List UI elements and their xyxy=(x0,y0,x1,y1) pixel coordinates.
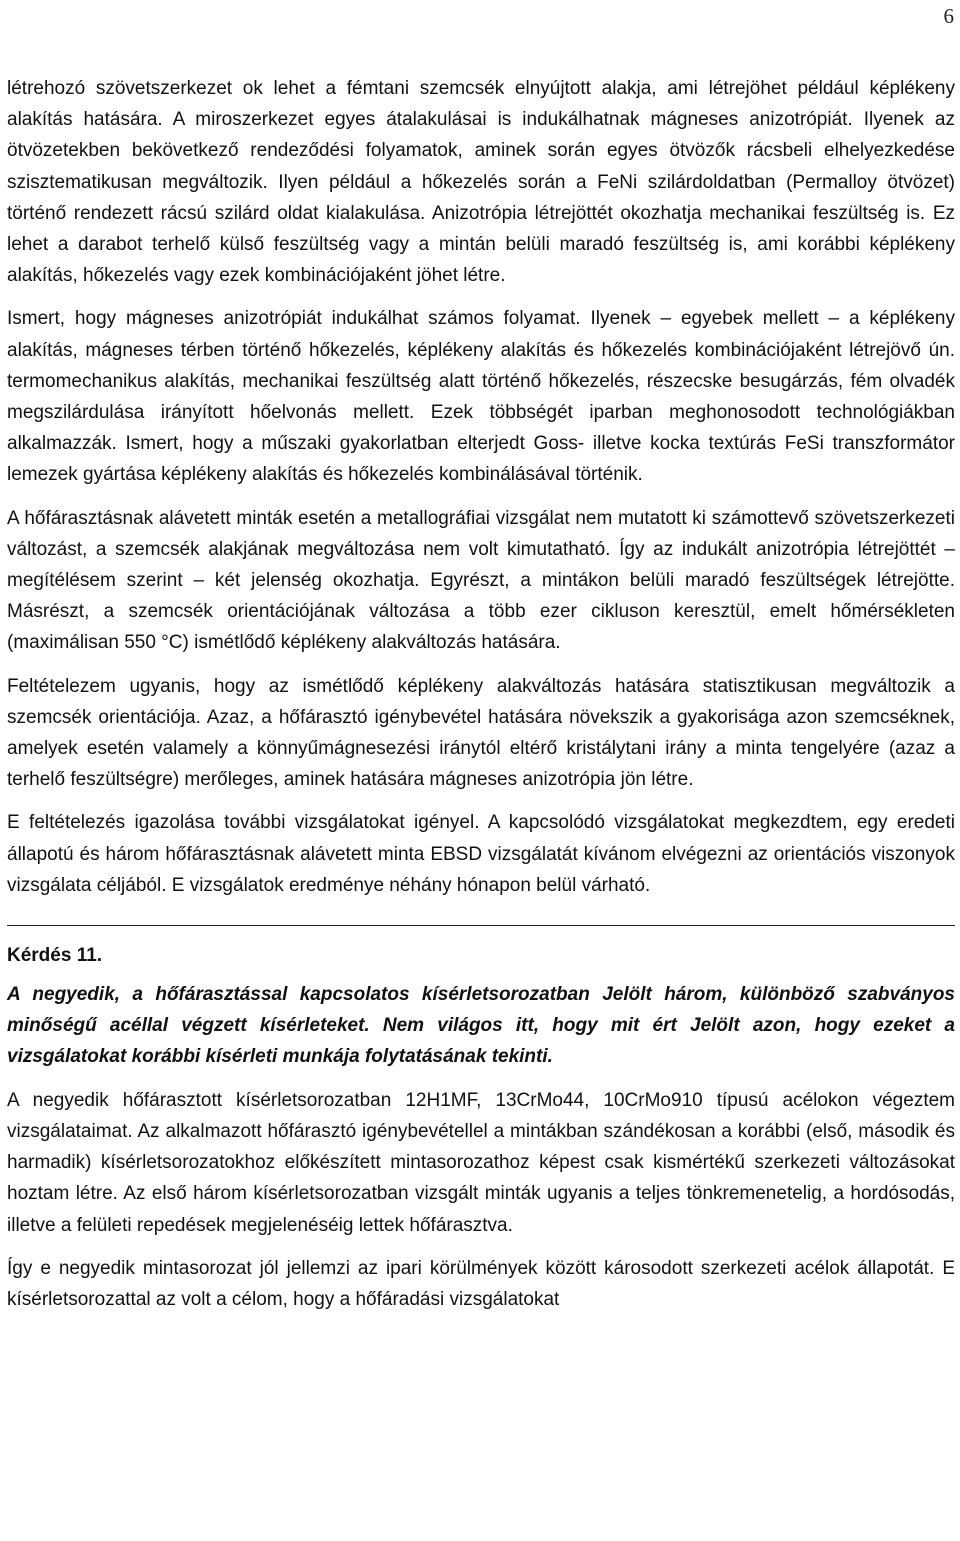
question-title: Kérdés 11. xyxy=(7,945,103,967)
paragraph-induced-anisotropy: Ismert, hogy mágneses anizotrópiát indukálhat számos folyamat. Ilyenek – egyebek mellett – a képlékeny alakítás, mágneses térben történő hőkezelés, képlékeny alakítás és hőkezelés kombinációjaként létrejövő ún. termomechanikus alakítás, mechanikai feszültség alatt történő hőkezelés, részecske besugárzás, fém olvadék megszilárdulása irányított hőelvonás mellett. Ezek többségét iparban meghonosodott technológiákban alkalmazzák. Ismert, hogy a műszaki gyakorlatban elterjedt Goss- illetve kocka textúrás FeSi transzformátor lemezek gyártása képlékeny alakítás és hőkezelés kombinálásával történik. xyxy=(7,308,955,486)
section-divider xyxy=(7,925,955,926)
paragraph-fourth-series: A negyedik hőfárasztott kísérletsorozatban 12H1MF, 13CrMo44, 10CrMo910 típusú acélokon végeztem vizsgálataimat. Az alkalmazott hőfárasztó igénybevétellel a mintákban szándékosan a korábbi (első, második és harmadik) kísérletsorozatokhoz előkészített mintasorozathoz képest csak kismértékű szerkezeti változásokat hoztam létre. Az első három kísérletsorozatban vizsgált minták ugyanis a teljes tönkremenetelig, a hordósodás, illetve a felületi repedések megjelenéséig lettek hőfárasztva. xyxy=(7,1089,955,1236)
paragraph-metallography: A hőfárasztásnak alávetett minták esetén a metallográfiai vizsgálat nem mutatott ki számottevő szövetszerkezeti változást, a szemcsék alakjának megváltozása nem volt kimutatható. Így az indukált anizotrópia létrejöttét – megítélésem szerint – két jelenség okozhatja. Egyrészt, a mintákon belüli maradó feszültségek létrejötte. Másrészt, a szemcsék orientációjának változása a több ezer cikluson keresztül, emelt hőmérsékleten (maximálisan 550 °C) ismétlődő képlékeny alakváltozás hatására. xyxy=(7,507,955,654)
paragraph-hypothesis: Feltételezem ugyanis, hogy az ismétlődő képlékeny alakváltozás hatására statisztikusan megváltozik a szemcsék orientációja. Azaz, a hőfárasztó igénybevétel hatására növekszik a gyakorisága azon szemcséknek, amelyek esetén valamely a könnyűmágnesezési iránytól eltérő kristálytani irány a minta tengelyére (azaz a terhelő feszültségre) merőleges, aminek hatására mágneses anizotrópia jön létre. xyxy=(7,675,955,791)
document-body xyxy=(7,73,955,1327)
paragraph-anisotropy-sources: létrehozó szövetszerkezet ok lehet a fémtani szemcsék elnyújtott alakja, ami létrejöhet például képlékeny alakítás hatására. A miroszerkezet egyes átalakulásai is indukálhatnak mágneses anizotrópiát. Ilyenek az ötvözetekben bekövetkező rendeződési folyamatok, aminek során egyes ötvözők rácsbeli elhelyezkedése szisztematikusan megváltozik. Ilyen például a hőkezelés során a FeNi szilárdoldatban (Permalloy ötvözet) történő rendezett rácsú szilárd oldat kialakulása. Anizotrópia létrejöttét okozhatja mechanikai feszültség is. Ez lehet a darabot terhelő külső feszültség vagy a mintán belüli maradó feszültség is, ami korábbi képlékeny alakítás, hőkezelés vagy ezek kombinációjaként jöhet létre. xyxy=(7,78,955,287)
paragraph-industrial-conditions: Így e negyedik mintasorozat jól jellemzi az ipari körülmények között károsodott szerkezeti acélok állapotát. E kísérletsorozattal az volt a célom, hogy a hőfáradási vizsgálatokat xyxy=(7,1257,955,1310)
page-number: 6 xyxy=(943,4,954,28)
question-text: A negyedik, a hőfárasztással kapcsolatos kísérletsorozatban Jelölt három, különböző szabványos minőségű acéllal végzett kísérleteket. Nem világos itt, hogy mit ért Jelölt azon, hogy ezeket a vizsgálatokat korábbi kísérleti munkája folytatásának tekinti. xyxy=(7,984,955,1068)
paragraph-further-tests: E feltételezés igazolása további vizsgálatokat igényel. A kapcsolódó vizsgálatokat megkezdtem, egy eredeti állapotú és három hőfárasztásnak alávetett minta EBSD vizsgálatát kívánom elvégezni az orientációs viszonyok vizsgálata céljából. E vizsgálatok eredménye néhány hónapon belül várható. xyxy=(7,812,955,896)
